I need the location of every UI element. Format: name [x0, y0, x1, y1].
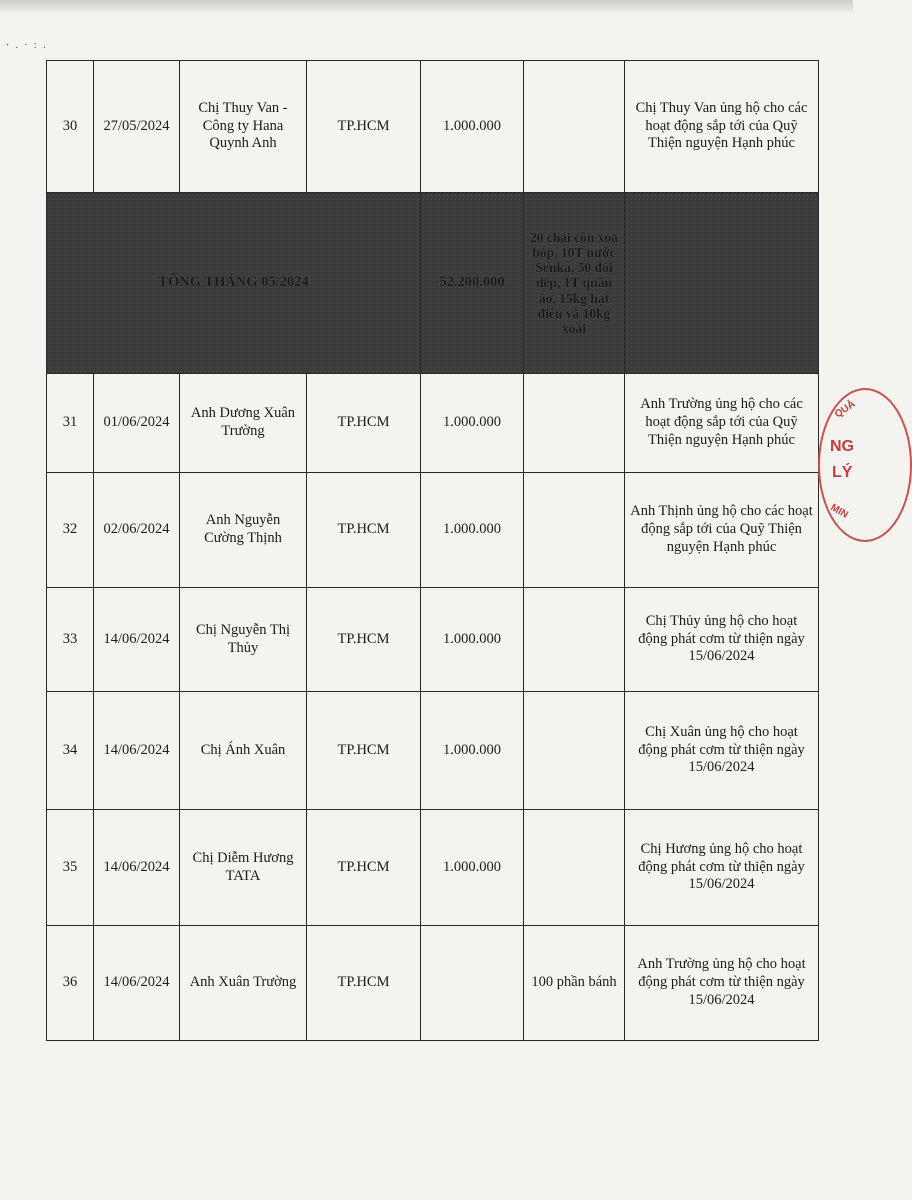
scan-specks: ·.·:.	[6, 40, 53, 51]
donor-name: Chị Ánh Xuân	[180, 692, 307, 810]
donor-name: Chị Thuy Van - Công ty Hana Quynh Anh	[180, 61, 307, 193]
donation-amount: 1.000.000	[421, 588, 524, 692]
row-number: 31	[47, 374, 94, 473]
donor-name: Anh Nguyễn Cường Thịnh	[180, 473, 307, 588]
donation-amount: 1.000.000	[421, 810, 524, 926]
donation-date: 14/06/2024	[94, 588, 180, 692]
page-top-edge	[0, 0, 853, 14]
table-row	[47, 588, 819, 692]
row-number: 35	[47, 810, 94, 926]
donor-name: Anh Dương Xuân Trường	[180, 374, 307, 473]
donation-amount: 1.000.000	[421, 692, 524, 810]
row-number: 30	[47, 61, 94, 193]
donor-name: Chị Nguyễn Thị Thủy	[180, 588, 307, 692]
row-number: 36	[47, 926, 94, 1041]
monthly-total-row	[47, 193, 819, 374]
donated-goods	[524, 692, 625, 810]
red-seal-stamp: QUẢ NG LÝ MIN	[818, 388, 912, 542]
donor-location: TP.HCM	[307, 61, 421, 193]
monthly-total-note	[625, 193, 819, 374]
donation-date: 27/05/2024	[94, 61, 180, 193]
donor-location: TP.HCM	[307, 588, 421, 692]
donation-note: Chị Xuân ủng hộ cho hoạt động phát cơm từ thiện ngày 15/06/2024	[625, 692, 819, 810]
donor-name: Chị Diễm Hương TATA	[180, 810, 307, 926]
table-row	[47, 473, 819, 588]
donation-amount: 1.000.000	[421, 374, 524, 473]
donor-location: TP.HCM	[307, 810, 421, 926]
donation-note: Anh Trường ủng hộ cho hoạt động phát cơm từ thiện ngày 15/06/2024	[625, 926, 819, 1041]
donor-location: TP.HCM	[307, 692, 421, 810]
donation-amount: 1.000.000	[421, 61, 524, 193]
donated-goods	[524, 810, 625, 926]
donation-amount	[421, 926, 524, 1041]
donation-date: 14/06/2024	[94, 692, 180, 810]
donation-date: 14/06/2024	[94, 926, 180, 1041]
table-row	[47, 926, 819, 1041]
donated-goods	[524, 588, 625, 692]
monthly-total-amount: 52.200.000	[421, 193, 524, 374]
table-row	[47, 61, 819, 193]
donated-goods	[524, 473, 625, 588]
donation-ledger-table	[46, 60, 819, 1041]
donation-note: Chị Thủy ủng hộ cho hoạt động phát cơm từ thiện ngày 15/06/2024	[625, 588, 819, 692]
table-row	[47, 374, 819, 473]
donor-location: TP.HCM	[307, 374, 421, 473]
row-number: 34	[47, 692, 94, 810]
donor-location: TP.HCM	[307, 473, 421, 588]
monthly-total-goods: 20 chai cồn xoa bóp, 10T nước Senka, 50 đôi dép, 1T quần áo, 15kg hạt điều và 10kg xoài	[524, 193, 625, 374]
donor-name: Anh Xuân Trường	[180, 926, 307, 1041]
donated-goods	[524, 374, 625, 473]
monthly-total-label: TỔNG THÁNG 05/2024	[47, 193, 421, 374]
donation-date: 14/06/2024	[94, 810, 180, 926]
donation-note: Chị Thuy Van ủng hộ cho các hoạt động sắp tới của Quỹ Thiện nguyện Hạnh phúc	[625, 61, 819, 193]
table-row	[47, 810, 819, 926]
donation-amount: 1.000.000	[421, 473, 524, 588]
donation-note: Chị Hương ủng hộ cho hoạt động phát cơm từ thiện ngày 15/06/2024	[625, 810, 819, 926]
donation-date: 02/06/2024	[94, 473, 180, 588]
donation-date: 01/06/2024	[94, 374, 180, 473]
donation-note: Anh Trường ủng hộ cho các hoạt động sắp tới của Quỹ Thiện nguyện Hạnh phúc	[625, 374, 819, 473]
donation-note: Anh Thịnh ủng hộ cho các hoạt động sắp tới của Quỹ Thiện nguyện Hạnh phúc	[625, 473, 819, 588]
table-row	[47, 692, 819, 810]
donated-goods: 100 phần bánh	[524, 926, 625, 1041]
row-number: 33	[47, 588, 94, 692]
donated-goods	[524, 61, 625, 193]
donor-location: TP.HCM	[307, 926, 421, 1041]
row-number: 32	[47, 473, 94, 588]
